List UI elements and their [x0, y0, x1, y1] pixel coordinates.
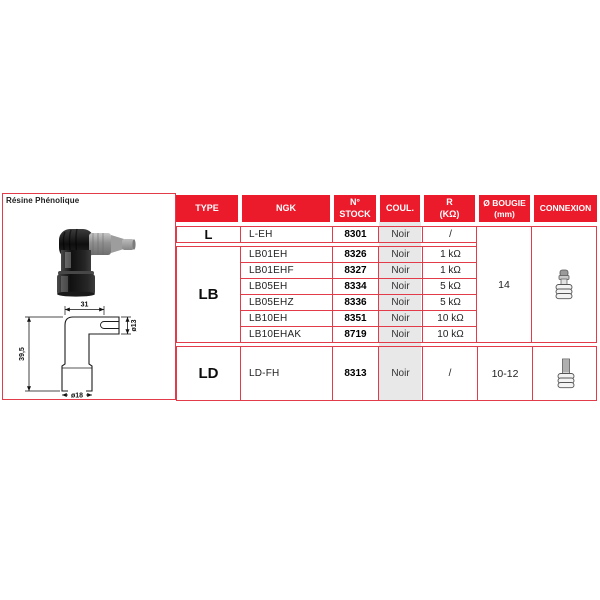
table-row	[241, 347, 596, 400]
col-header-coul: COUL.	[380, 195, 420, 222]
terminal-nut-icon	[552, 268, 576, 302]
bougie-merged-cell: 14	[476, 226, 532, 343]
col-header-connexion: CONNEXION	[534, 195, 597, 222]
stock-cell: 8351	[333, 311, 379, 326]
table-row	[241, 327, 476, 342]
dim-base-diameter-label: ø18	[70, 392, 84, 400]
col-header-stock: N° STOCK	[334, 195, 376, 222]
table-row	[241, 263, 476, 279]
col-header-ngk: NGK	[242, 195, 330, 222]
dim-height-label: 39,5	[19, 347, 26, 361]
ngk-cell: LB01EH	[241, 247, 333, 262]
dim-tip-diameter-label: ø13	[131, 319, 138, 332]
coul-cell: Noir	[379, 295, 423, 310]
section-L	[176, 226, 477, 243]
resistance-cell: 5 kΩ	[440, 281, 461, 292]
resistance-cell: 5 kΩ	[440, 297, 461, 308]
coul-cell: Noir	[379, 247, 423, 262]
stock-cell: 8336	[333, 295, 379, 310]
stock-cell: 8301	[333, 227, 379, 242]
type-cell: LB	[177, 247, 241, 342]
coul-cell: Noir	[379, 311, 423, 326]
stock-cell: 8327	[333, 263, 379, 278]
coul-cell: Noir	[379, 227, 423, 242]
col-header-type: TYPE	[176, 195, 238, 222]
panel-title: Résine Phénolique	[6, 196, 80, 205]
stock-cell: 8326	[333, 247, 379, 262]
coul-cell: Noir	[379, 327, 423, 342]
stock-cell: 8313	[333, 347, 379, 400]
table-row	[241, 295, 476, 311]
coul-cell: Noir	[379, 279, 423, 294]
type-cell: LD	[177, 347, 241, 400]
resistance-cell: /	[449, 229, 452, 240]
bougie-cell: 10-12	[478, 347, 533, 400]
table-header	[176, 195, 597, 222]
resistance-cell: /	[423, 347, 478, 400]
type-cell: L	[177, 227, 241, 242]
resistance-cell: 1 kΩ	[440, 249, 461, 260]
connexion-merged-cell	[531, 226, 597, 343]
col-header-bougie: Ø BOUGIE (mm)	[479, 195, 530, 222]
ngk-cell: LB05EHZ	[241, 295, 333, 310]
coul-cell: Noir	[379, 263, 423, 278]
dim-width-label: 31	[80, 301, 89, 309]
coul-cell: Noir	[379, 347, 423, 400]
threaded-stud-icon	[554, 357, 578, 391]
dimension-drawing	[8, 294, 172, 400]
table-row	[241, 279, 476, 295]
resistance-cell: 10 kΩ	[437, 313, 464, 324]
stock-cell: 8334	[333, 279, 379, 294]
spark-plug-cap-photo	[47, 224, 143, 298]
table-row	[241, 247, 476, 263]
resistance-cell: 1 kΩ	[440, 265, 461, 276]
resistance-cell: 10 kΩ	[437, 329, 464, 340]
ngk-cell: L-EH	[241, 227, 333, 242]
ngk-cell: LB05EH	[241, 279, 333, 294]
connexion-cell	[533, 347, 598, 400]
col-header-r: R (KΩ)	[424, 195, 475, 222]
ngk-cell: LD-FH	[241, 347, 333, 400]
section-LB	[176, 246, 477, 343]
table-row	[241, 227, 476, 242]
ngk-cell: LB10EH	[241, 311, 333, 326]
stock-cell: 8719	[333, 327, 379, 342]
table-row	[241, 311, 476, 327]
ngk-cell: LB01EHF	[241, 263, 333, 278]
section-LD	[176, 346, 597, 401]
product-panel	[2, 193, 176, 400]
ngk-cell: LB10EHAK	[241, 327, 333, 342]
